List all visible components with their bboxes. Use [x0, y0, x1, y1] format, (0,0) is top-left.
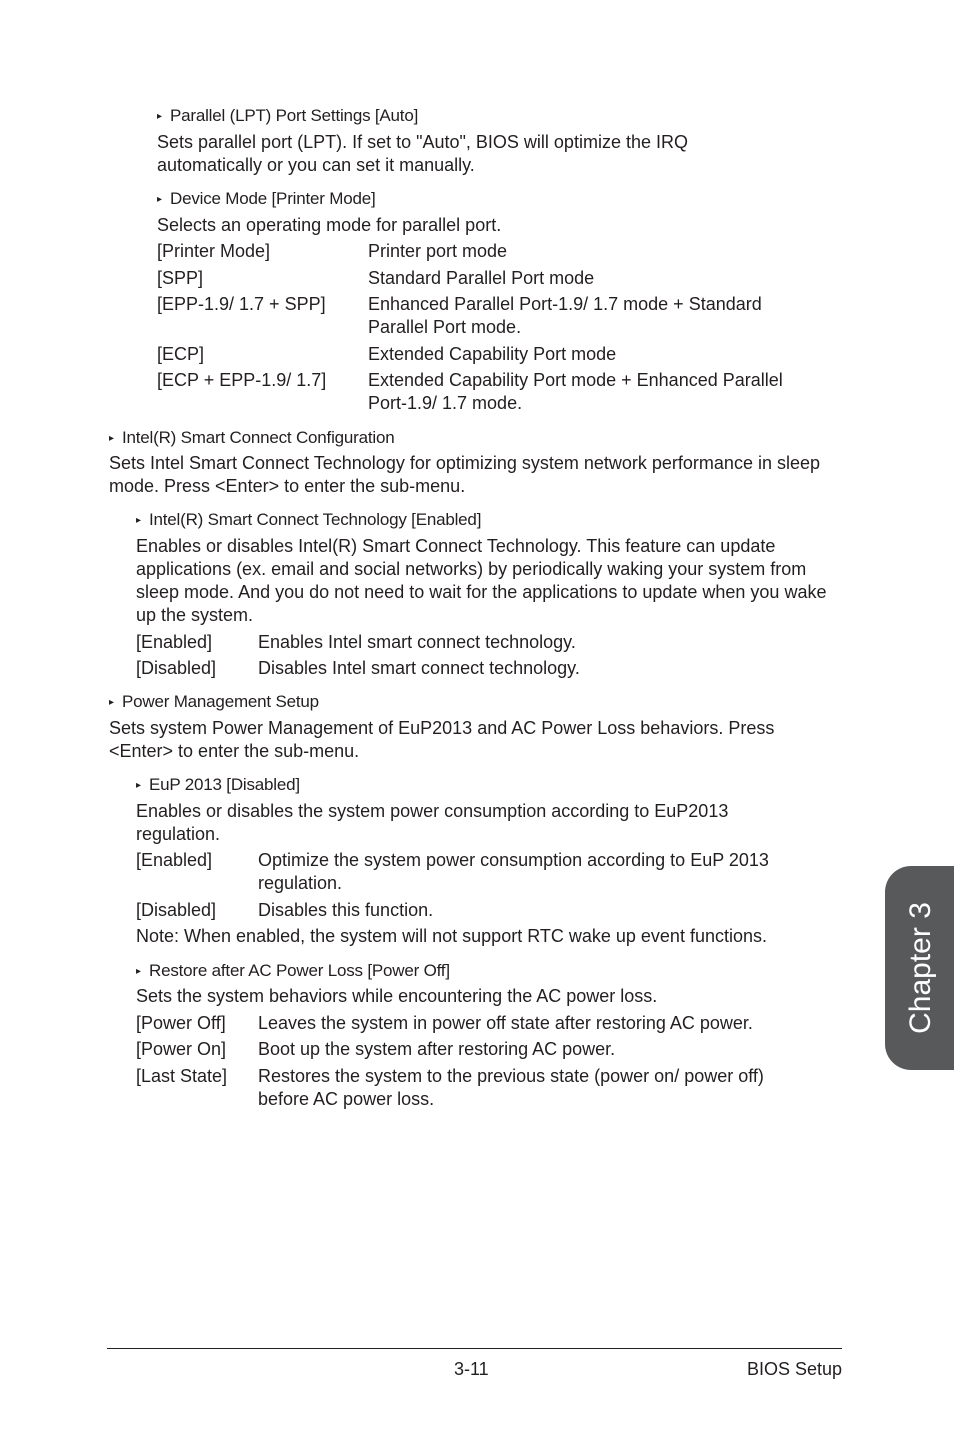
- option-key: [Power Off]: [136, 1013, 226, 1033]
- triangle-right-icon: ▸: [136, 780, 141, 791]
- option-key: [SPP]: [157, 268, 204, 288]
- section-description: Enables or disables the system power consumption according to EuP2013 regulation.: [136, 801, 729, 844]
- page-number: 3-11: [454, 1359, 489, 1379]
- option-key: [Disabled]: [136, 658, 217, 678]
- section-heading-restore-ac-power-loss: [136, 961, 450, 982]
- option-value: Printer port mode: [368, 241, 508, 261]
- heading-text: Restore after AC Power Loss [Power Off]: [149, 961, 450, 980]
- option-key: [EPP-1.9/ 1.7 + SPP]: [157, 294, 326, 314]
- option-key: [Power On]: [136, 1039, 227, 1059]
- section-heading-parallel-port: [157, 106, 418, 127]
- heading-text: Intel(R) Smart Connect Configuration: [122, 428, 395, 447]
- footer-divider: [107, 1348, 842, 1349]
- option-value: Boot up the system after restoring AC power.: [258, 1039, 616, 1059]
- triangle-right-icon: ▸: [136, 966, 141, 977]
- section-description: Enables or disables Intel(R) Smart Connect Technology. This feature can update applications (ex. email and social networks) by periodically waking your system from sleep mode. And you do not need to wait for the applications to update when you wake up the system.: [136, 536, 827, 625]
- option-value: Disables this function.: [258, 900, 434, 920]
- triangle-right-icon: ▸: [136, 515, 141, 526]
- chapter-tab-label: Chapter 3: [904, 902, 937, 1034]
- option-key: [Printer Mode]: [157, 241, 271, 261]
- note-text: Note: When enabled, the system will not support RTC wake up event functions.: [136, 926, 767, 946]
- option-value: Optimize the system power consumption according to EuP 2013 regulation.: [258, 850, 769, 893]
- section-description: Sets parallel port (LPT). If set to "Auto", BIOS will optimize the IRQ automatically or you can set it manually.: [157, 132, 688, 175]
- option-key: [Enabled]: [136, 632, 213, 652]
- option-key: [Last State]: [136, 1066, 228, 1086]
- option-key: [ECP + EPP-1.9/ 1.7]: [157, 370, 327, 390]
- triangle-right-icon: ▸: [109, 697, 114, 708]
- option-key: [Disabled]: [136, 900, 217, 920]
- section-heading-smart-connect-tech: [136, 510, 481, 531]
- triangle-right-icon: ▸: [157, 111, 162, 122]
- footer-section-name: BIOS Setup: [746, 1359, 842, 1379]
- section-description: Sets Intel Smart Connect Technology for optimizing system network performance in sleep mode. Press <Enter> to enter the sub-menu.: [109, 453, 820, 496]
- heading-text: Parallel (LPT) Port Settings [Auto]: [170, 106, 419, 125]
- heading-text: Device Mode [Printer Mode]: [170, 189, 376, 208]
- triangle-right-icon: ▸: [157, 194, 162, 205]
- option-value: Extended Capability Port mode + Enhanced Parallel Port-1.9/ 1.7 mode.: [368, 370, 783, 413]
- section-description: Sets system Power Management of EuP2013 and AC Power Loss behaviors. Press <Enter> to enter the sub-menu.: [109, 718, 775, 761]
- section-description: Sets the system behaviors while encountering the AC power loss.: [136, 986, 658, 1006]
- chapter-tab: [885, 866, 954, 1070]
- heading-text: Power Management Setup: [122, 692, 319, 711]
- option-value: Restores the system to the previous state (power on/ power off) before AC power loss.: [258, 1066, 764, 1109]
- option-value: Extended Capability Port mode: [368, 344, 617, 364]
- option-key: [Enabled]: [136, 850, 213, 870]
- triangle-right-icon: ▸: [109, 433, 114, 444]
- section-description: Selects an operating mode for parallel port.: [157, 215, 502, 235]
- option-value: Disables Intel smart connect technology.: [258, 658, 580, 678]
- section-heading-device-mode: [157, 189, 376, 210]
- heading-text: EuP 2013 [Disabled]: [149, 775, 300, 794]
- section-heading-smart-connect-config: [109, 428, 394, 449]
- option-value: Enables Intel smart connect technology.: [258, 632, 576, 652]
- section-heading-power-management: [109, 692, 319, 713]
- option-value: Standard Parallel Port mode: [368, 268, 595, 288]
- option-key: [ECP]: [157, 344, 205, 364]
- heading-text: Intel(R) Smart Connect Technology [Enabled]: [149, 510, 482, 529]
- option-value: Enhanced Parallel Port-1.9/ 1.7 mode + Standard Parallel Port mode.: [368, 294, 762, 337]
- option-value: Leaves the system in power off state after restoring AC power.: [258, 1013, 753, 1033]
- section-heading-eup-2013: [136, 775, 300, 796]
